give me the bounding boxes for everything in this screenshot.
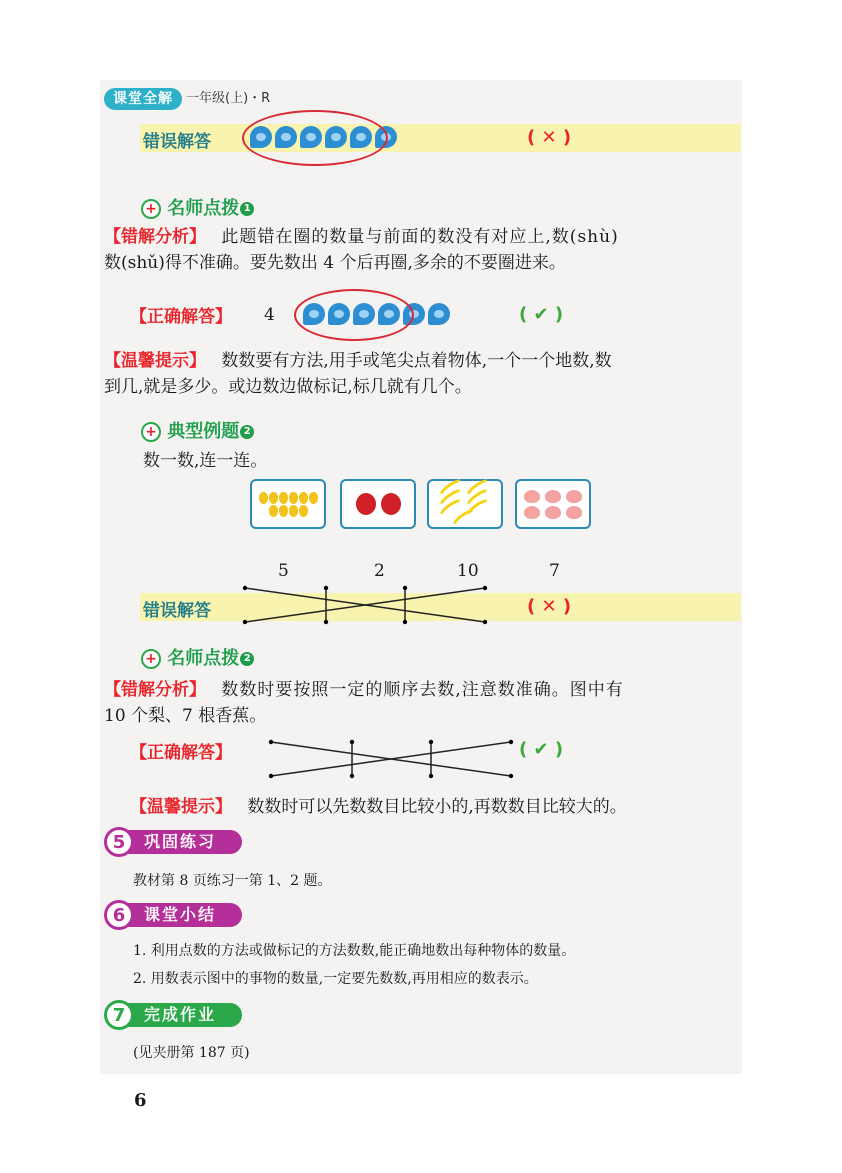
page-number: 6 [134,1090,147,1111]
number-10: 10 [457,561,479,581]
check-icon: ( ✔ ) [519,739,564,760]
pear-icon [279,492,288,504]
wrong-matching-lines [240,582,490,628]
wrong-mark-2 [527,596,571,617]
hint-label: 【温馨提示】 [130,797,232,817]
wrong-answer-label: 错误解答 [143,132,211,152]
tip1-heading [141,194,254,220]
pear-box [250,479,326,529]
section-7-badge [104,1001,242,1029]
pear-icon [289,505,298,517]
analysis-text-1: 数数时要按照一定的顺序去数,注意数准确。图中有 [221,680,624,700]
analysis-label: 【错解分析】 [104,227,206,247]
section-number: 7 [104,1000,134,1030]
peach-box [515,479,591,529]
hint-text-1: 数数要有方法,用手或笔尖点着物体,一个一个地数,数 [221,351,612,371]
correct-matching-lines [266,736,516,782]
example2-heading [141,417,254,443]
wrong-mark [527,127,571,148]
analysis-text-2: 数(shǔ)得不准确。要先数出 4 个后再圈,多余的不要圈进来。 [104,253,566,273]
tip1-correct [130,302,232,327]
tip2-analysis [104,677,744,729]
wrong-answer-band [140,124,741,152]
number-7: 7 [549,561,560,581]
pear-icon [259,492,268,504]
section-title: 课堂小结 [126,903,242,927]
section-number: 5 [104,827,134,857]
number-2: 2 [374,561,385,581]
section-title: 完成作业 [126,1003,242,1027]
book-series-badge: 课堂全解 [104,88,182,110]
analysis-text-1: 此题错在圈的数量与前面的数没有对应上,数(shù) [221,227,619,247]
peach-icon [566,506,582,519]
peach-icon [566,490,582,503]
peach-icon [524,490,540,503]
recycle-plus-icon: + [141,199,161,219]
example2-prompt: 数一数,连一连。 [143,451,268,471]
correct-label: 【正确解答】 [130,307,232,327]
pear-icon [299,492,308,504]
correct-number: 4 [264,305,275,325]
cross-icon: ( ✕ ) [527,596,572,617]
hint-text-2: 到几,就是多少。或边数边做标记,标几就有几个。 [104,377,472,397]
section-title: 巩固练习 [126,830,242,854]
grade-label: 一年级(上)・R [186,91,271,106]
tip1-hint [104,348,744,400]
tip2-heading-text: 名师点拨 [167,648,240,669]
tip2-heading-number: 2 [240,652,254,666]
hint-label: 【温馨提示】 [104,351,206,371]
hint-text: 数数时可以先数数目比较小的,再数数目比较大的。 [247,797,627,817]
section-6-badge [104,901,242,929]
pear-icon [269,492,278,504]
wrong-answer-label-2: 错误解答 [143,601,211,621]
apple-icon [356,493,376,515]
peach-icon [545,490,561,503]
correct-circle [294,289,414,341]
section-5-badge [104,828,242,856]
tip2-hint [130,794,627,820]
tip1-analysis [104,224,744,276]
correct-label: 【正确解答】 [130,743,232,763]
cross-icon: ( ✕ ) [527,127,572,148]
check-icon: ( ✔ ) [519,304,564,325]
section-number: 6 [104,900,134,930]
tip1-heading-number: 1 [240,202,254,216]
correct-mark-2 [519,739,563,760]
recycle-plus-icon: + [141,422,161,442]
apple-icon [381,493,401,515]
wrong-circle [242,110,388,166]
section-7-text: (见夹册第 187 页) [133,1045,250,1061]
apple-box [340,479,416,529]
example2-heading-number: 2 [240,425,254,439]
tip2-correct [130,738,232,763]
pear-icon [279,505,288,517]
pear-icon [289,492,298,504]
summary-item-2: 2. 用数表示图中的事物的数量,一定要先数数,再用相应的数表示。 [133,971,538,987]
section-5-text: 教材第 8 页练习一第 1、2 题。 [133,873,332,889]
analysis-label: 【错解分析】 [104,680,206,700]
dolphin-icon [428,303,450,325]
tip1-heading-text: 名师点拨 [167,198,240,219]
banana-box [427,479,503,529]
tip2-heading [141,644,254,670]
summary-item-1: 1. 利用点数的方法或做标记的方法数数,能正确地数出每种物体的数量。 [133,943,576,959]
recycle-plus-icon: + [141,649,161,669]
pear-icon [299,505,308,517]
correct-mark [519,304,563,325]
number-5: 5 [278,561,289,581]
pear-icon [309,492,318,504]
example2-heading-text: 典型例题 [167,421,240,442]
pear-icon [269,505,278,517]
peach-icon [545,506,561,519]
analysis-text-2: 10 个梨、7 根香蕉。 [104,706,267,726]
peach-icon [524,506,540,519]
